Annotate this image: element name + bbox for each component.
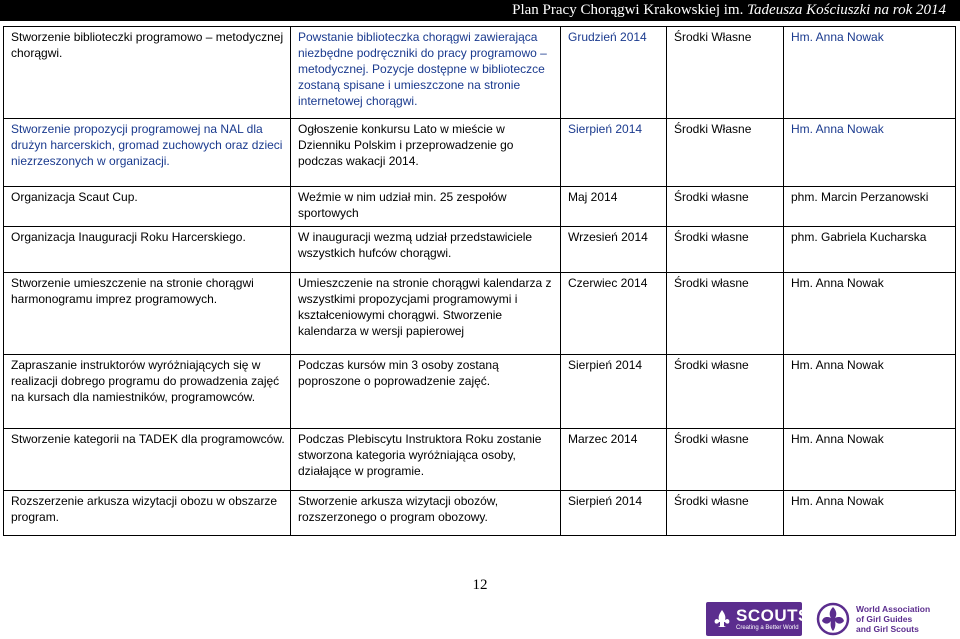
date-cell: Czerwiec 2014 [561, 273, 667, 355]
task-cell: Stworzenie biblioteczki programowo – metodycznej chorągwi. [4, 27, 291, 119]
funds-cell: Środki własne [667, 355, 784, 429]
date-cell: Grudzień 2014 [561, 27, 667, 119]
task-cell: Organizacja Scaut Cup. [4, 187, 291, 227]
funds-cell: Środki Własne [667, 119, 784, 187]
header-title-italic: Tadeusza Kościuszki na rok 2014 [747, 2, 946, 18]
table-row [4, 27, 956, 119]
task-cell: Stworzenie kategorii na TADEK dla programowców. [4, 429, 291, 491]
table-row [4, 355, 956, 429]
table-row [4, 187, 956, 227]
task-cell: Organizacja Inauguracji Roku Harcerskiego. [4, 227, 291, 273]
task-cell: Zapraszanie instruktorów wyróżniających się w realizacji dobrego programu do prowadzenia zajęć na kursach dla namiestników, programowców. [4, 355, 291, 429]
person-cell: phm. Marcin Perzanowski [784, 187, 956, 227]
description-cell: Ogłoszenie konkursu Lato w mieście w Dzienniku Polskim i przeprowadzenie go podczas wakacji 2014. [291, 119, 561, 187]
description-cell: W inauguracji wezmą udział przedstawiciele wszystkich hufców chorągwi. [291, 227, 561, 273]
wagggs-logo-text [856, 604, 930, 634]
date-cell: Sierpień 2014 [561, 355, 667, 429]
person-cell: Hm. Anna Nowak [784, 119, 956, 187]
description-cell: Podczas kursów min 3 osoby zostaną poproszone o poprowadzenie zajęć. [291, 355, 561, 429]
funds-cell: Środki własne [667, 491, 784, 536]
document-header [0, 0, 960, 21]
description-cell: Podczas Plebiscytu Instruktora Roku zostanie stworzona kategoria wyróżniająca osoby, działające w programie. [291, 429, 561, 491]
task-cell: Stworzenie umieszczenie na stronie chorągwi harmonogramu imprez programowych. [4, 273, 291, 355]
wagggs-line-1: World Association [856, 604, 931, 614]
date-cell: Sierpień 2014 [561, 491, 667, 536]
task-cell: Rozszerzenie arkusza wizytacji obozu w obszarze program. [4, 491, 291, 536]
table-row [4, 491, 956, 536]
fleur-de-lis-icon [713, 609, 731, 629]
wagggs-line-3: and Girl Scouts [856, 624, 919, 634]
table-row [4, 119, 956, 187]
date-cell: Sierpień 2014 [561, 119, 667, 187]
person-cell: Hm. Anna Nowak [784, 273, 956, 355]
funds-cell: Środki własne [667, 187, 784, 227]
date-cell: Marzec 2014 [561, 429, 667, 491]
date-cell: Maj 2014 [561, 187, 667, 227]
description-cell: Powstanie biblioteczka chorągwi zawierająca niezbędne podręczniki do pracy programowo – metodycznej. Pozycje dostępne w biblioteczce zostaną spisane i umieszczone na stronie internetowej chorągwi. [291, 27, 561, 119]
trefoil-icon [816, 602, 850, 636]
description-cell: Umieszczenie na stronie chorągwi kalendarza z wszystkimi propozycjami programowymi i kształceniowymi chorągwi. Stworzenie kalendarza w wersji papierowej [291, 273, 561, 355]
person-cell: Hm. Anna Nowak [784, 355, 956, 429]
wagggs-logo [816, 601, 958, 637]
funds-cell: Środki własne [667, 429, 784, 491]
date-cell: Wrzesień 2014 [561, 227, 667, 273]
description-cell: Stworzenie arkusza wizytacji obozów, rozszerzonego o program obozowy. [291, 491, 561, 536]
table-row [4, 429, 956, 491]
scouts-logo-tagline: Creating a Better World [736, 624, 799, 631]
scouts-logo [706, 602, 810, 636]
header-title-main: Plan Pracy Chorągwi Krakowskiej im. [512, 2, 744, 18]
person-cell: Hm. Anna Nowak [784, 491, 956, 536]
table-row [4, 227, 956, 273]
person-cell: phm. Gabriela Kucharska [784, 227, 956, 273]
funds-cell: Środki własne [667, 227, 784, 273]
description-cell: Weźmie w nim udział min. 25 zespołów sportowych [291, 187, 561, 227]
funds-cell: Środki Własne [667, 27, 784, 119]
person-cell: Hm. Anna Nowak [784, 27, 956, 119]
funds-cell: Środki własne [667, 273, 784, 355]
page-number: 12 [472, 577, 488, 593]
wagggs-line-2: of Girl Guides [856, 614, 913, 624]
person-cell: Hm. Anna Nowak [784, 429, 956, 491]
task-cell: Stworzenie propozycji programowej na NAL dla drużyn harcerskich, gromad zuchowych oraz dzieci niezrzeszonych w organizacji. [4, 119, 291, 187]
scouts-logo-text: SCOUTS [736, 605, 810, 625]
table-row [4, 273, 956, 355]
plan-table [3, 26, 956, 536]
